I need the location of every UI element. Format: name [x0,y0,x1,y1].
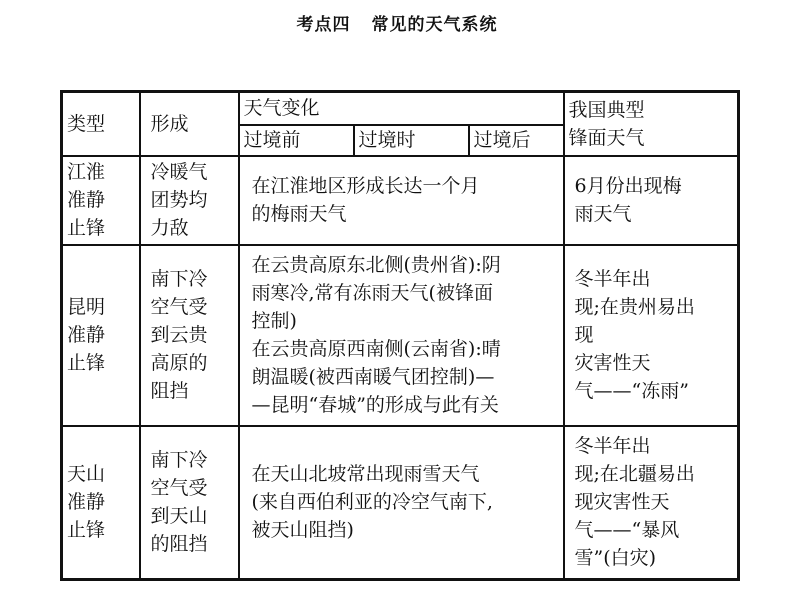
table-row [62,426,739,580]
typical-weather-cell: 冬半年出 现;在北疆易出 现灾害性天 气——“暴风 雪”(白灾) [564,426,739,580]
front-type-cell: 天山 准静 止锋 [62,426,140,580]
formation-cell: 南下冷 空气受 到天山 的阻挡 [140,426,239,580]
header-before-passage: 过境前 [239,125,354,156]
formation-cell: 冷暖气 团势均 力敌 [140,156,239,245]
page-title [0,10,794,35]
formation-cell: 南下冷 空气受 到云贵 高原的 阻挡 [140,245,239,426]
title-topic: 常见的天气系统 [371,15,498,35]
header-after-passage: 过境后 [469,125,564,156]
stationary-front-table [60,90,740,581]
front-type-cell: 昆明 准静 止锋 [62,245,140,426]
front-type-cell: 江淮 准静 止锋 [62,156,140,245]
weather-change-cell: 在江淮地区形成长达一个月 的梅雨天气 [239,156,564,245]
weather-change-cell: 在云贵高原东北侧(贵州省):阴 雨寒冷,常有冻雨天气(被锋面 控制) 在云贵高原西南侧(云南省):晴 朗温暖(被西南暖气团控制)— —昆明“春城”的形成与此有关 [239,245,564,426]
header-typical-line2: 锋面天气 [568,126,645,149]
table-row [62,245,739,426]
header-typical-weather [564,92,739,156]
header-during-passage: 过境时 [354,125,469,156]
header-typical-line1: 我国典型 [568,98,645,121]
typical-weather-cell: 冬半年出 现;在贵州易出 现 灾害性天 气——“冻雨” [564,245,739,426]
weather-change-cell: 在天山北坡常出现雨雪天气 (来自西伯利亚的冷空气南下, 被天山阻挡) [239,426,564,580]
header-type: 类型 [62,92,140,156]
header-formation: 形成 [140,92,239,156]
header-row [62,92,739,125]
table-row [62,156,739,245]
typical-weather-cell: 6月份出现梅 雨天气 [564,156,739,245]
header-weather-change: 天气变化 [239,92,564,125]
title-section-number: 考点四 [296,15,351,35]
